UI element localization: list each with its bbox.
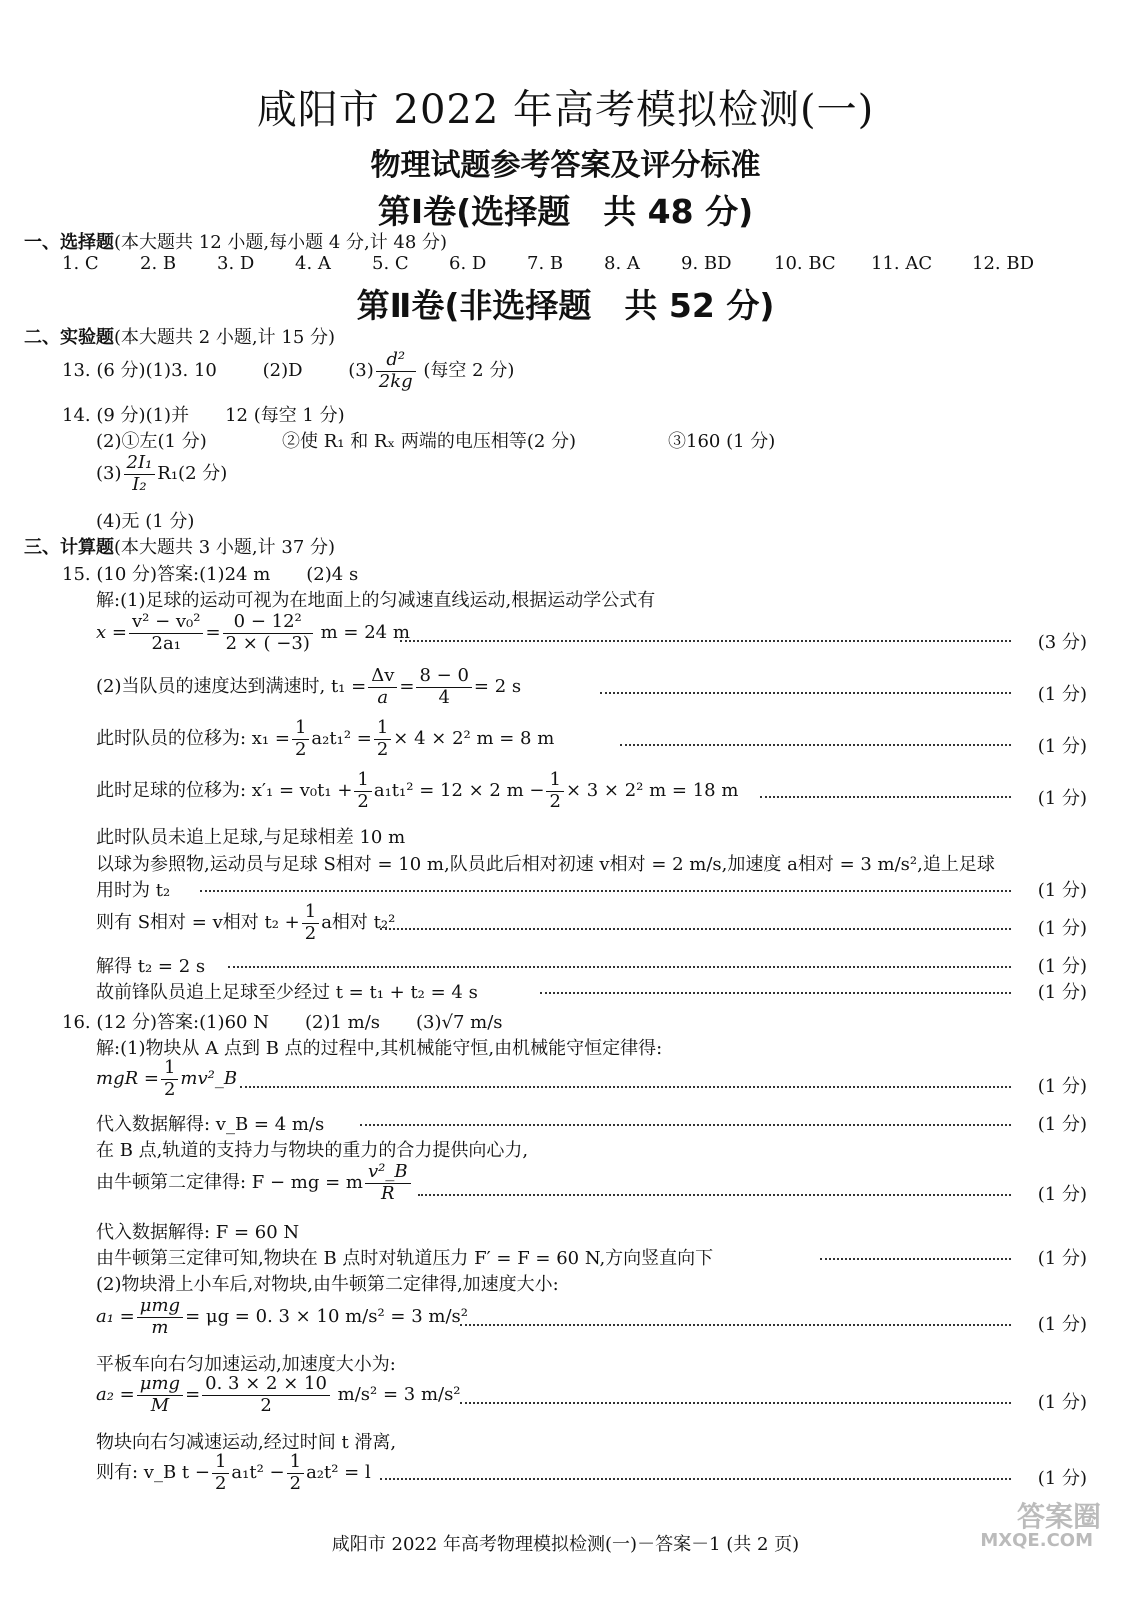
eq-text: x = bbox=[96, 622, 127, 644]
fraction-numerator: 0 − 12² bbox=[223, 612, 313, 634]
q16-line8 bbox=[96, 1296, 468, 1338]
fraction-numerator: 1 bbox=[212, 1452, 229, 1474]
q14-line-2c: ③160 (1 分) bbox=[668, 431, 776, 452]
fraction bbox=[137, 1374, 183, 1416]
eq-text: 则有: v_B t − bbox=[96, 1462, 210, 1484]
eq-text: 此时足球的位移为: x′₁ = v₀t₁ + bbox=[96, 780, 353, 802]
q14-line-1: 14. (9 分)(1)并 12 (每空 1 分) bbox=[62, 405, 345, 426]
eq-text: mgR = bbox=[96, 1068, 159, 1090]
score-mark: (1 分) bbox=[1037, 982, 1087, 1003]
fraction-denominator: 2 bbox=[376, 738, 389, 760]
score-mark: (1 分) bbox=[1037, 1392, 1087, 1413]
q16-line9: 平板车向右匀加速运动,加速度大小为: bbox=[96, 1354, 396, 1375]
fraction bbox=[202, 1374, 330, 1416]
choice-answer: 7. B bbox=[527, 253, 564, 274]
fraction-denominator: 2 bbox=[289, 1472, 302, 1494]
score-mark: (1 分) bbox=[1037, 1114, 1087, 1135]
fraction-denominator: 2a₁ bbox=[151, 632, 181, 654]
q15-line5: 此时队员未追上足球,与足球相差 10 m bbox=[96, 827, 406, 848]
q15-line2 bbox=[96, 666, 521, 708]
eq-text: a₁t₁² = 12 × 2 m − bbox=[373, 780, 545, 802]
score-mark: (1 分) bbox=[1037, 1314, 1087, 1335]
score-mark: (3 分) bbox=[1037, 632, 1087, 653]
q13-line bbox=[62, 350, 514, 392]
q16-line4 bbox=[96, 1162, 413, 1204]
page-title: 咸阳市 2022 年高考模拟检测(一) bbox=[256, 87, 875, 133]
eq-text: = bbox=[185, 1384, 201, 1406]
eq-text: = bbox=[399, 676, 415, 698]
fraction-numerator: 8 − 0 bbox=[416, 666, 471, 688]
q14-line-4: (4)无 (1 分) bbox=[96, 511, 195, 532]
dot-leader bbox=[760, 796, 1011, 798]
fraction-numerator: Δv bbox=[368, 666, 397, 688]
fraction-denominator: 2kg bbox=[378, 370, 413, 392]
q14-line-2a: (2)①左(1 分) bbox=[96, 431, 207, 452]
score-mark: (1 分) bbox=[1037, 1076, 1087, 1097]
eq-text: 由牛顿第二定律得: F − mg = m bbox=[96, 1172, 363, 1194]
fraction bbox=[354, 770, 371, 812]
dot-leader bbox=[820, 1258, 1011, 1260]
fraction bbox=[292, 718, 309, 760]
fraction bbox=[302, 902, 319, 944]
score-mark: (1 分) bbox=[1037, 1248, 1087, 1269]
fraction-denominator: m bbox=[151, 1316, 169, 1338]
fraction-numerator: v² − v₀² bbox=[129, 612, 204, 634]
q15-line9: 解得 t₂ = 2 s bbox=[96, 956, 206, 977]
score-mark: (1 分) bbox=[1037, 956, 1087, 977]
q15-head: 15. (10 分)答案:(1)24 m (2)4 s bbox=[62, 564, 359, 585]
score-mark: (1 分) bbox=[1037, 918, 1087, 939]
fraction-numerator: 1 bbox=[287, 1452, 304, 1474]
fraction-denominator: 2 bbox=[357, 790, 369, 812]
fraction-numerator: μmg bbox=[137, 1296, 183, 1318]
eq-text: m = 24 m bbox=[320, 622, 410, 644]
eq-text: a₁ = bbox=[96, 1306, 135, 1328]
eq-text: m/s² = 3 m/s² bbox=[337, 1384, 461, 1406]
section-calc-heading bbox=[24, 533, 335, 559]
part-one-heading: 第Ⅰ卷(选择题 共 48 分) bbox=[377, 192, 754, 231]
choice-answer: 6. D bbox=[449, 253, 487, 274]
dot-leader bbox=[380, 928, 1011, 930]
fraction-numerator: 1 bbox=[302, 902, 319, 924]
page-subtitle: 物理试题参考答案及评分标准 bbox=[370, 148, 761, 183]
score-mark: (1 分) bbox=[1037, 880, 1087, 901]
fraction bbox=[365, 1162, 411, 1204]
choice-answer: 9. BD bbox=[681, 253, 732, 274]
q16-line3: 在 B 点,轨道的支持力与物块的重力的合力提供向心力, bbox=[96, 1140, 529, 1161]
q16-solve: 解:(1)物块从 A 点到 B 点的过程中,其机械能守恒,由机械能守恒定律得: bbox=[96, 1038, 663, 1059]
q15-eq1 bbox=[96, 612, 410, 654]
dot-leader bbox=[360, 1124, 1011, 1126]
dot-leader bbox=[620, 744, 1011, 746]
fraction-numerator: 1 bbox=[161, 1058, 178, 1080]
fraction bbox=[368, 666, 397, 708]
watermark-url: MXQE.COM bbox=[980, 1530, 1093, 1551]
fraction-numerator: 0. 3 × 2 × 10 bbox=[202, 1374, 330, 1396]
eq-text: (2)当队员的速度达到满速时, t₁ = bbox=[96, 676, 367, 698]
eq-text: × 4 × 2² m = 8 m bbox=[393, 728, 555, 750]
q16-line5: 代入数据解得: F = 60 N bbox=[96, 1222, 300, 1243]
dot-leader bbox=[460, 1324, 1011, 1326]
section-desc: (本大题共 12 小题,每小题 4 分,计 48 分) bbox=[114, 232, 448, 253]
fraction-numerator: 1 bbox=[374, 718, 391, 740]
section-choice-heading bbox=[24, 228, 447, 254]
fraction bbox=[129, 612, 204, 654]
q15-line6: 以球为参照物,运动员与足球 S相对 = 10 m,队员此后相对初速 v相对 = 2 m/s,加速度 a相对 = 3 m/s²,追上足球 bbox=[96, 854, 995, 875]
dot-leader bbox=[418, 1194, 1011, 1196]
fraction bbox=[124, 453, 156, 495]
fraction-denominator: 2 bbox=[260, 1394, 272, 1416]
fraction-denominator: 4 bbox=[438, 686, 450, 708]
choice-answer: 10. BC bbox=[774, 253, 836, 274]
q15-line8 bbox=[96, 902, 395, 944]
section-desc: (本大题共 3 小题,计 37 分) bbox=[114, 537, 336, 558]
dot-leader bbox=[460, 1402, 1011, 1404]
eq-text: = 2 s bbox=[473, 676, 522, 698]
choice-answer: 5. C bbox=[372, 253, 409, 274]
q15-line10: 故前锋队员追上足球至少经过 t = t₁ + t₂ = 4 s bbox=[96, 982, 478, 1003]
dot-leader bbox=[200, 890, 1011, 892]
q13-part2: (2)D bbox=[262, 360, 303, 382]
fraction-denominator: R bbox=[381, 1182, 395, 1204]
fraction bbox=[374, 718, 391, 760]
fraction bbox=[212, 1452, 229, 1494]
q14-line-3 bbox=[96, 453, 227, 495]
q15-line4 bbox=[96, 770, 738, 812]
dot-leader bbox=[380, 1478, 1011, 1480]
score-mark: (1 分) bbox=[1037, 1184, 1087, 1205]
fraction-numerator: μmg bbox=[137, 1374, 183, 1396]
q16-head: 16. (12 分)答案:(1)60 N (2)1 m/s (3)√7 m/s bbox=[62, 1012, 503, 1033]
choice-answer: 12. BD bbox=[972, 253, 1035, 274]
fraction-numerator: 1 bbox=[354, 770, 371, 792]
score-mark: (1 分) bbox=[1037, 788, 1087, 809]
q15-line3 bbox=[96, 718, 554, 760]
eq-text: a₁t² − bbox=[231, 1462, 285, 1484]
q13-part3: (3) bbox=[348, 360, 374, 382]
eq-text: a₂ = bbox=[96, 1384, 135, 1406]
fraction-denominator: 2 bbox=[549, 790, 561, 812]
eq-text: a₂t² = l bbox=[306, 1462, 371, 1484]
watermark-logo: 答案圈 bbox=[1016, 1500, 1101, 1533]
fraction bbox=[416, 666, 471, 708]
choice-answer: 3. D bbox=[217, 253, 255, 274]
q15-solve: 解:(1)足球的运动可视为在地面上的匀减速直线运动,根据运动学公式有 bbox=[96, 590, 656, 611]
choice-answer: 1. C bbox=[62, 253, 99, 274]
section-label: 一、选择题 bbox=[24, 232, 114, 253]
eq-text: a相对 t₂² bbox=[321, 912, 396, 934]
eq-text: = μg = 0. 3 × 10 m/s² = 3 m/s² bbox=[185, 1306, 468, 1328]
page-footer: 咸阳市 2022 年高考物理模拟检测(一)－答案－1 (共 2 页) bbox=[331, 1534, 800, 1555]
fraction-denominator: 2 bbox=[163, 1078, 176, 1100]
fraction bbox=[137, 1296, 183, 1338]
eq-text: mv²_B bbox=[180, 1068, 238, 1090]
q16-eq1 bbox=[96, 1058, 237, 1100]
dot-leader bbox=[240, 1086, 1011, 1088]
fraction-numerator: v²_B bbox=[365, 1162, 411, 1184]
fraction-denominator: I₂ bbox=[132, 473, 147, 495]
q15-line7: 用时为 t₂ bbox=[96, 880, 171, 901]
dot-leader bbox=[600, 692, 1011, 694]
fraction-denominator: 2 × ( −3) bbox=[225, 632, 310, 654]
section-desc: (本大题共 2 小题,计 15 分) bbox=[114, 327, 336, 348]
eq-text: = bbox=[205, 622, 221, 644]
choice-answer: 2. B bbox=[140, 253, 177, 274]
q16-line10 bbox=[96, 1374, 461, 1416]
dot-leader bbox=[540, 992, 1011, 994]
fraction-numerator: 1 bbox=[292, 718, 309, 740]
fraction-denominator: 2 bbox=[304, 922, 317, 944]
eq-text: × 3 × 2² m = 18 m bbox=[565, 780, 739, 802]
section-label: 三、计算题 bbox=[24, 537, 114, 558]
eq-text: a₂t₁² = bbox=[311, 728, 372, 750]
eq-text: 则有 S相对 = v相对 t₂ + bbox=[96, 912, 300, 934]
fraction bbox=[161, 1058, 178, 1100]
q13-note: (每空 2 分) bbox=[423, 360, 515, 382]
dot-leader bbox=[400, 640, 1011, 642]
fraction-denominator: a bbox=[377, 686, 389, 708]
q16-line2: 代入数据解得: v_B = 4 m/s bbox=[96, 1114, 325, 1135]
q14-l3-pre: (3) bbox=[96, 463, 122, 485]
score-mark: (1 分) bbox=[1037, 736, 1087, 757]
fraction bbox=[546, 770, 563, 812]
fraction bbox=[376, 350, 416, 392]
eq-text: 此时队员的位移为: x₁ = bbox=[96, 728, 290, 750]
fraction-denominator: 2 bbox=[294, 738, 307, 760]
q16-line6: 由牛顿第三定律可知,物块在 B 点时对轨道压力 F′ = F = 60 N,方向竖直向下 bbox=[96, 1248, 714, 1269]
section-experiment-heading bbox=[24, 323, 335, 349]
q14-l3-post: R₁(2 分) bbox=[157, 463, 228, 485]
dot-leader bbox=[228, 966, 1011, 968]
part-two-heading: 第Ⅱ卷(非选择题 共 52 分) bbox=[356, 286, 775, 325]
fraction-numerator: d² bbox=[376, 350, 416, 372]
fraction bbox=[223, 612, 313, 654]
q16-line12 bbox=[96, 1452, 371, 1494]
score-mark: (1 分) bbox=[1037, 1468, 1087, 1489]
fraction bbox=[287, 1452, 304, 1494]
q16-line7: (2)物块滑上小车后,对物块,由牛顿第二定律得,加速度大小: bbox=[96, 1274, 559, 1295]
q14-line-2b: ②使 R₁ 和 Rₓ 两端的电压相等(2 分) bbox=[282, 431, 577, 452]
fraction-denominator: 2 bbox=[214, 1472, 227, 1494]
fraction-numerator: 2I₁ bbox=[124, 453, 156, 475]
choice-answer: 4. A bbox=[295, 253, 331, 274]
fraction-numerator: 1 bbox=[546, 770, 563, 792]
q13-part1: 13. (6 分)(1)3. 10 bbox=[62, 360, 217, 382]
choice-answer: 8. A bbox=[604, 253, 640, 274]
score-mark: (1 分) bbox=[1037, 684, 1087, 705]
section-label: 二、实验题 bbox=[24, 327, 114, 348]
fraction-denominator: M bbox=[150, 1394, 170, 1416]
choice-answer: 11. AC bbox=[871, 253, 933, 274]
q16-line11: 物块向右匀减速运动,经过时间 t 滑离, bbox=[96, 1432, 397, 1453]
